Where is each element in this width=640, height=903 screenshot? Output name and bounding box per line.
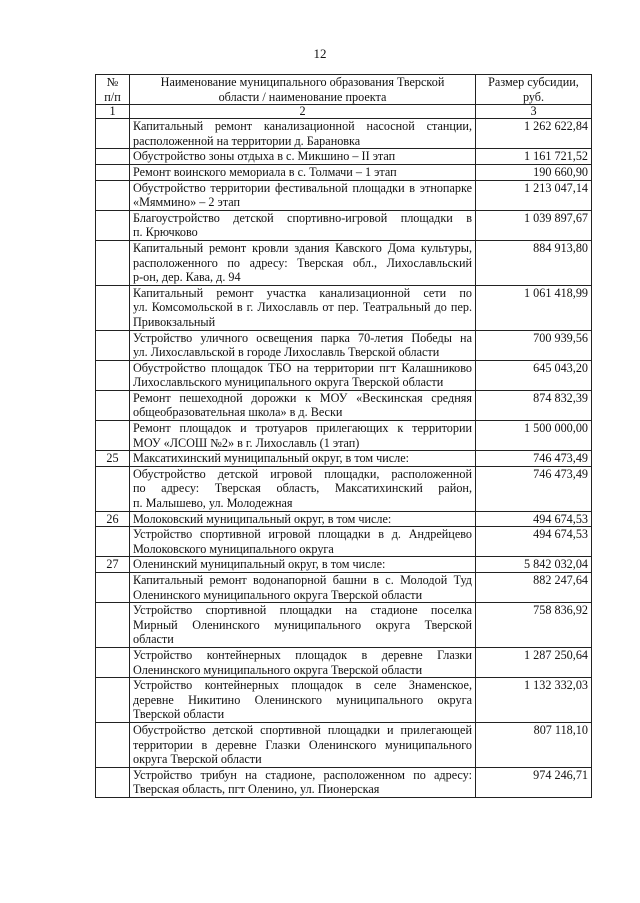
project-name xyxy=(130,180,476,210)
subsidy-amount: 700 939,56 xyxy=(476,330,592,360)
project-name xyxy=(130,421,476,451)
row-number: 25 xyxy=(96,451,130,467)
row-number xyxy=(96,466,130,511)
table-row xyxy=(96,119,592,149)
project-name xyxy=(130,511,476,527)
project-name xyxy=(130,285,476,330)
project-name-line: Максатихинский муниципальный округ, в том числе: xyxy=(133,451,410,466)
row-number xyxy=(96,119,130,149)
row-number: 27 xyxy=(96,557,130,573)
project-name-line: расположенного по адресу: Тверская обл., Лихославльский xyxy=(133,255,472,270)
project-name-line: расположенной на территории д. Барановка xyxy=(133,133,361,148)
project-name xyxy=(130,557,476,573)
subsidy-amount: 190 660,90 xyxy=(476,164,592,180)
project-name-line: Капитальный ремонт канализационной насосной станции, xyxy=(133,119,472,134)
project-name-line: Устройство контейнерных площадок в селе Знаменское, xyxy=(133,678,472,693)
project-name xyxy=(130,240,476,285)
project-name xyxy=(130,678,476,723)
subsidy-amount: 746 473,49 xyxy=(476,466,592,511)
table-row xyxy=(96,421,592,451)
project-name xyxy=(130,164,476,180)
project-name-line: МОУ «ЛСОШ №2» в г. Лихославль (1 этап) xyxy=(133,435,360,450)
table-row xyxy=(96,210,592,240)
table-row xyxy=(96,511,592,527)
subsidy-amount: 5 842 032,04 xyxy=(476,557,592,573)
subsidy-amount: 1 161 721,52 xyxy=(476,149,592,165)
row-number xyxy=(96,603,130,648)
project-name-line: области xyxy=(133,632,174,647)
project-name xyxy=(130,603,476,648)
project-name xyxy=(130,573,476,603)
subsidy-amount: 758 836,92 xyxy=(476,603,592,648)
column-index: 1 xyxy=(96,105,130,119)
project-name xyxy=(130,360,476,390)
subsidy-amount: 874 832,39 xyxy=(476,390,592,420)
subsidy-amount: 746 473,49 xyxy=(476,451,592,467)
row-number xyxy=(96,573,130,603)
project-name-line: Обустройство территории фестивальной площадки в этнопарке xyxy=(133,180,472,195)
project-name-line: ул. Лихославльской в городе Лихославль Тверской области xyxy=(133,345,440,360)
subsidy-amount: 1 213 047,14 xyxy=(476,180,592,210)
project-name xyxy=(130,466,476,511)
subsidy-amount: 1 039 897,67 xyxy=(476,210,592,240)
project-name-line: Обустройство зоны отдыха в с. Микшино – II этап xyxy=(133,149,396,164)
subsidy-amount: 1 287 250,64 xyxy=(476,647,592,677)
row-number xyxy=(96,330,130,360)
table-row xyxy=(96,451,592,467)
project-name-line: Тверская область, пгт Оленино, ул. Пионерская xyxy=(133,782,380,797)
project-name-line: Устройство контейнерных площадок в деревне Глазки xyxy=(133,647,472,662)
row-number xyxy=(96,647,130,677)
project-name xyxy=(130,722,476,767)
project-name xyxy=(130,330,476,360)
project-name-line: ул. Комсомольской в г. Лихославль от пер. Театральный до пер. xyxy=(133,300,472,315)
project-name-line: Молоковского муниципального округа xyxy=(133,541,334,556)
project-name-line: Устройство спортивной площадки на стадионе поселка xyxy=(133,603,472,618)
row-number xyxy=(96,527,130,557)
project-name xyxy=(130,390,476,420)
subsidy-amount: 494 674,53 xyxy=(476,511,592,527)
table-row xyxy=(96,360,592,390)
header-name-line: области / наименование проекта xyxy=(218,89,387,104)
table-row xyxy=(96,647,592,677)
subsidy-amount: 494 674,53 xyxy=(476,527,592,557)
project-name-line: Капитальный ремонт участка канализационной сети по xyxy=(133,285,472,300)
project-name-line: п. Малышево, ул. Молодежная xyxy=(133,496,293,511)
table-row xyxy=(96,527,592,557)
table-row xyxy=(96,390,592,420)
header-sum-line: Размер субсидии, xyxy=(488,75,579,89)
project-name xyxy=(130,119,476,149)
column-index-row xyxy=(96,105,592,119)
project-name-line: Обустройство детской игровой площадки, расположенной xyxy=(133,466,472,481)
header-sum-line: руб. xyxy=(522,89,545,104)
header-num-line: № xyxy=(106,75,119,89)
row-number xyxy=(96,164,130,180)
subsidy-amount: 1 132 332,03 xyxy=(476,678,592,723)
subsidy-amount: 974 246,71 xyxy=(476,767,592,797)
project-name-line: по адресу: Тверская область, Максатихинский район, xyxy=(133,481,472,496)
row-number xyxy=(96,149,130,165)
subsidy-table xyxy=(95,74,592,798)
subsidy-amount: 1 262 622,84 xyxy=(476,119,592,149)
project-name xyxy=(130,527,476,557)
table-row xyxy=(96,240,592,285)
project-name-line: Молоковский муниципальный округ, в том числе: xyxy=(133,511,392,526)
subsidy-amount: 807 118,10 xyxy=(476,722,592,767)
subsidy-amount: 1 061 418,99 xyxy=(476,285,592,330)
project-name xyxy=(130,210,476,240)
project-name-line: Оленинский муниципальный округ, в том числе: xyxy=(133,557,386,572)
row-number xyxy=(96,767,130,797)
table-row xyxy=(96,330,592,360)
project-name-line: Обустройство площадок ТБО на территории пгт Калашниково xyxy=(133,360,472,375)
subsidy-amount: 884 913,80 xyxy=(476,240,592,285)
table-row xyxy=(96,164,592,180)
row-number xyxy=(96,360,130,390)
project-name-line: Оленинского муниципального округа Тверской области xyxy=(133,662,423,677)
project-name-line: п. Крючково xyxy=(133,225,198,240)
project-name-line: Устройство трибун на стадионе, расположенном по адресу: xyxy=(133,767,472,782)
row-number xyxy=(96,180,130,210)
subsidy-amount: 1 500 000,00 xyxy=(476,421,592,451)
project-name xyxy=(130,647,476,677)
header-num-line: п/п xyxy=(104,89,121,104)
project-name-line: Устройство уличного освещения парка 70-летия Победы на xyxy=(133,330,472,345)
project-name xyxy=(130,767,476,797)
row-number xyxy=(96,285,130,330)
table-row xyxy=(96,722,592,767)
row-number xyxy=(96,678,130,723)
header-sum xyxy=(476,75,592,105)
table-row xyxy=(96,767,592,797)
project-name-line: Ремонт воинского мемориала в с. Толмачи – 1 этап xyxy=(133,164,397,179)
project-name-line: Устройство спортивной игровой площадки в д. Андрейцево xyxy=(133,527,472,542)
project-name-line: Благоустройство детской спортивно-игровой площадки в xyxy=(133,210,472,225)
project-name-line: Тверской области xyxy=(133,707,225,722)
header-name-line: Наименование муниципального образования Тверской xyxy=(160,75,445,89)
project-name-line: Лихославльского муниципального округа Тверской области xyxy=(133,375,444,390)
project-name xyxy=(130,451,476,467)
row-number xyxy=(96,210,130,240)
project-name-line: Ремонт пешеходной дорожки к МОУ «Вескинская средняя xyxy=(133,390,472,405)
row-number xyxy=(96,390,130,420)
project-name-line: Капитальный ремонт водонапорной башни в с. Молодой Туд xyxy=(133,573,472,587)
table-row xyxy=(96,285,592,330)
project-name-line: территории в деревне Глазки Оленинского муниципального xyxy=(133,737,472,752)
table-row xyxy=(96,466,592,511)
row-number xyxy=(96,421,130,451)
table-row xyxy=(96,557,592,573)
project-name-line: округа Тверской области xyxy=(133,752,262,767)
project-name-line: р-он, дер. Кава, д. 94 xyxy=(133,270,241,285)
table-row xyxy=(96,180,592,210)
page-number: 12 xyxy=(313,46,327,61)
subsidy-amount: 882 247,64 xyxy=(476,573,592,603)
table-row xyxy=(96,678,592,723)
project-name xyxy=(130,149,476,165)
project-name-line: деревне Никитино Оленинского муниципального округа xyxy=(133,692,472,707)
project-name-line: Оленинского муниципального округа Тверской области xyxy=(133,587,423,602)
project-name-line: «Мяммино» – 2 этап xyxy=(133,195,240,210)
table-row xyxy=(96,149,592,165)
project-name-line: Привокзальный xyxy=(133,314,216,329)
project-name-line: Мирный Оленинского муниципального округа Тверской xyxy=(133,617,472,632)
header-name xyxy=(130,75,476,105)
project-name-line: Ремонт площадок и тротуаров прилегающих к территории xyxy=(133,421,472,436)
row-number: 26 xyxy=(96,511,130,527)
table-row xyxy=(96,603,592,648)
table-row xyxy=(96,573,592,603)
column-index: 2 xyxy=(130,105,476,119)
project-name-line: общеобразовательная школа» в д. Вески xyxy=(133,405,343,420)
header-num xyxy=(96,75,130,105)
project-name-line: Обустройство детской спортивной площадки и прилегающей xyxy=(133,722,472,737)
column-index: 3 xyxy=(476,105,592,119)
project-name-line: Капитальный ремонт кровли здания Кавского Дома культуры, xyxy=(133,240,472,255)
table-header-row xyxy=(96,75,592,105)
row-number xyxy=(96,722,130,767)
row-number xyxy=(96,240,130,285)
subsidy-amount: 645 043,20 xyxy=(476,360,592,390)
